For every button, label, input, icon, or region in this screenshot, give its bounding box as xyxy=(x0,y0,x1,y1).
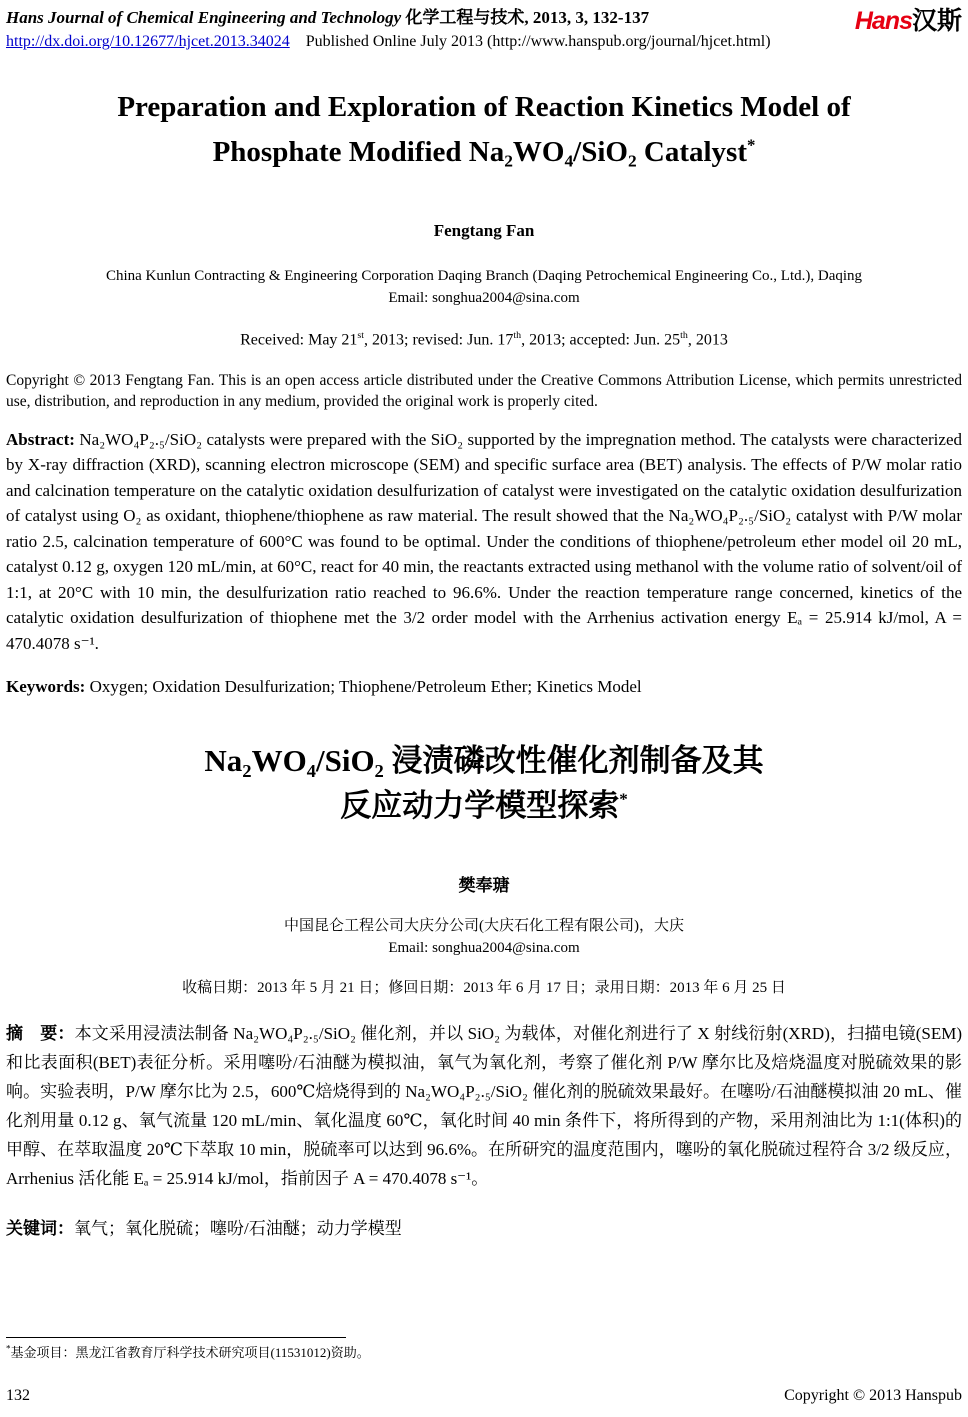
affiliation-en-line: China Kunlun Contracting & Engineering Corporation Daqing Branch (Daqing Petrochemical Engineering Co., Ltd.), Daqing xyxy=(105,267,863,284)
keywords-label: Keywords: xyxy=(6,677,86,697)
author-name-zh: 樊奉瑭 xyxy=(458,875,510,895)
article-title-en-line1: Preparation and Exploration of Reaction Kinetics Model of xyxy=(117,91,851,124)
abstract-text: Na₂WO₄P₂.₅/SiO₂ catalysts were prepared with the SiO₂ supported by the impregnation method. The catalysts were characterized by X-ray diffraction (XRD), scanning electron microscope (SEM) and specific surface area (BET) analysis. The effects of P/W molar ratio and calcination temperature on the catalytic oxidation desulfurization of catalyst were investigated on the catalytic oxidation desulfurization of catalyst using O₂ as oxidant, thiophene/thiophene as raw material. The result showed that the Na₂WO₄P₂.₅/SiO₂ catalyst with P/W molar ratio 2.5, calcination temperature of 600°C was found to be optimal. Under the conditions of thiophene/petroleum ether model oil 20 mL, catalyst 0.12 g, oxygen 120 mL/min, at 60°C, react for 40 min, the reactants extracted using methanol with the volume ratio of solvent/oil of 1:1, at 20°C with 10 min, the desulfurization ratio reached to 96.6%. Under the reaction temperature range concerned, kinetics of the catalytic oxidation desulfurization of thiophene met the 3/2 order model with the Arrhenius activation energy Eₐ = 25.914 kJ/mol, A = 470.4078 s⁻¹. xyxy=(6,429,962,653)
footnote-marker: * xyxy=(6,1343,11,1354)
article-title-zh-line2: 反应动力学模型探索 xyxy=(340,787,620,823)
author-email-zh: Email: songhua2004@sina.com xyxy=(388,939,580,956)
received-segment: , 2013; revised: Jun. 17 xyxy=(364,331,514,349)
abstract-zh xyxy=(6,1020,962,1193)
ordinal-superscript: th xyxy=(680,330,688,342)
ordinal-superscript: th xyxy=(513,330,522,342)
hanspub-logo-zh: 汉斯 xyxy=(911,7,962,35)
affiliation-zh xyxy=(6,916,962,960)
keywords-zh-label: 关键词： xyxy=(6,1218,74,1238)
page-footer xyxy=(6,1387,962,1405)
abstract-zh-label: 摘 要： xyxy=(6,1024,75,1044)
author-email: Email: songhua2004@sina.com xyxy=(388,289,580,306)
title-zh-footnote-marker: * xyxy=(619,789,628,809)
received-segment: Received: May 21 xyxy=(240,331,358,349)
journal-info xyxy=(6,7,771,51)
ordinal-superscript: st xyxy=(357,330,365,342)
article-title-en xyxy=(6,85,962,175)
received-dates-zh: 收稿日期：2013 年 5 月 21 日；修回日期：2013 年 6 月 17 日；录用日期：2013 年 6 月 25 日 xyxy=(182,980,786,997)
article-title-zh xyxy=(6,739,962,829)
author-name-en: Fengtang Fan xyxy=(433,220,535,240)
footer-copyright: Copyright © 2013 Hanspub xyxy=(784,1387,962,1404)
copyright-notice: Copyright © 2013 Fengtang Fan. This is an open access article distributed under the Creative Commons Attribution License, which permits unrestricted use, distribution, and reproduction in any medium, provided the original work is properly cited. xyxy=(6,371,962,411)
published-online-text: Published Online July 2013 (http://www.hanspub.org/journal/hjcet.html) xyxy=(305,33,771,51)
keywords-text: Oxygen; Oxidation Desulfurization; Thiophene/Petroleum Ether; Kinetics Model xyxy=(89,677,642,697)
keywords-en xyxy=(6,677,962,697)
funding-footnote-line xyxy=(6,1342,962,1361)
page-number: 132 xyxy=(6,1387,30,1404)
journal-header xyxy=(6,7,962,51)
received-dates-en xyxy=(6,330,962,349)
journal-title-en: Hans Journal of Chemical Engineering and Technology xyxy=(6,8,402,27)
doi-line xyxy=(6,33,771,51)
hanspub-logo xyxy=(855,9,962,34)
received-segment: , 2013 xyxy=(687,331,728,349)
abstract-zh-text: 本文采用浸渍法制备 Na₂WO₄P₂.₅/SiO₂ 催化剂，并以 SiO₂ 为载体，对催化剂进行了 X 射线衍射(XRD)，扫描电镜(SEM)和比表面积(BET)表征分析。采用噻吩/石油醚为模拟油，氧气为氧化剂，考察了催化剂 P/W 摩尔比及焙烧温度对脱硫效果的影响。实验表明，P/W 摩尔比为 2.5，600℃焙烧得到的 Na₂WO₄P₂.₅/SiO₂ 催化剂的脱硫效果最好。在噻吩/石油醚模拟油 20 mL、催化剂用量 0.12 g、氧气流量 120 mL/min、氧化温度 60℃，氧化时间 40 min 条件下，将所得到的产物，采用剂油比为 1:1(体积)的甲醇、在萃取温度 20℃下萃取 10 min，脱硫率可以达到 96.6%。在所研究的温度范围内，噻吩的氧化脱硫过程符合 3/2 级反应，Arrhenius 活化能 Eₐ = 25.914 kJ/mol，指前因子 A = 470.4078 s⁻¹。 xyxy=(6,1024,963,1188)
title-footnote-marker: * xyxy=(747,135,756,155)
journal-title-zh: 化学工程与技术, 2013, 3, 132-137 xyxy=(405,8,650,27)
received-segment: , 2013; accepted: Jun. 25 xyxy=(521,331,681,349)
abstract-label: Abstract: xyxy=(6,429,75,449)
keywords-zh-text: 氧气；氧化脱硫；噻吩/石油醚；动力学模型 xyxy=(74,1218,402,1238)
abstract-en xyxy=(6,427,962,657)
article-title-en-line2: Phosphate Modified Na₂WO₄/SiO₂ Catalyst xyxy=(212,136,747,169)
keywords-zh xyxy=(6,1214,962,1239)
hanspub-logo-en: Hans xyxy=(854,7,912,35)
funding-footnote-text: 基金项目：黑龙江省教育厅科学技术研究项目(11531012)资助。 xyxy=(10,1345,370,1360)
affiliation-en xyxy=(6,266,962,310)
footnote-divider xyxy=(6,1337,346,1338)
journal-title-line xyxy=(6,7,771,29)
doi-link[interactable]: http://dx.doi.org/10.12677/hjcet.2013.34024 xyxy=(6,33,290,51)
funding-footnote xyxy=(6,1337,962,1361)
article-title-zh-line1: Na₂WO₄/SiO₂ 浸渍磷改性催化剂制备及其 xyxy=(204,743,764,779)
affiliation-zh-line: 中国昆仑工程公司大庆分公司(大庆石化工程有限公司)，大庆 xyxy=(284,917,684,934)
